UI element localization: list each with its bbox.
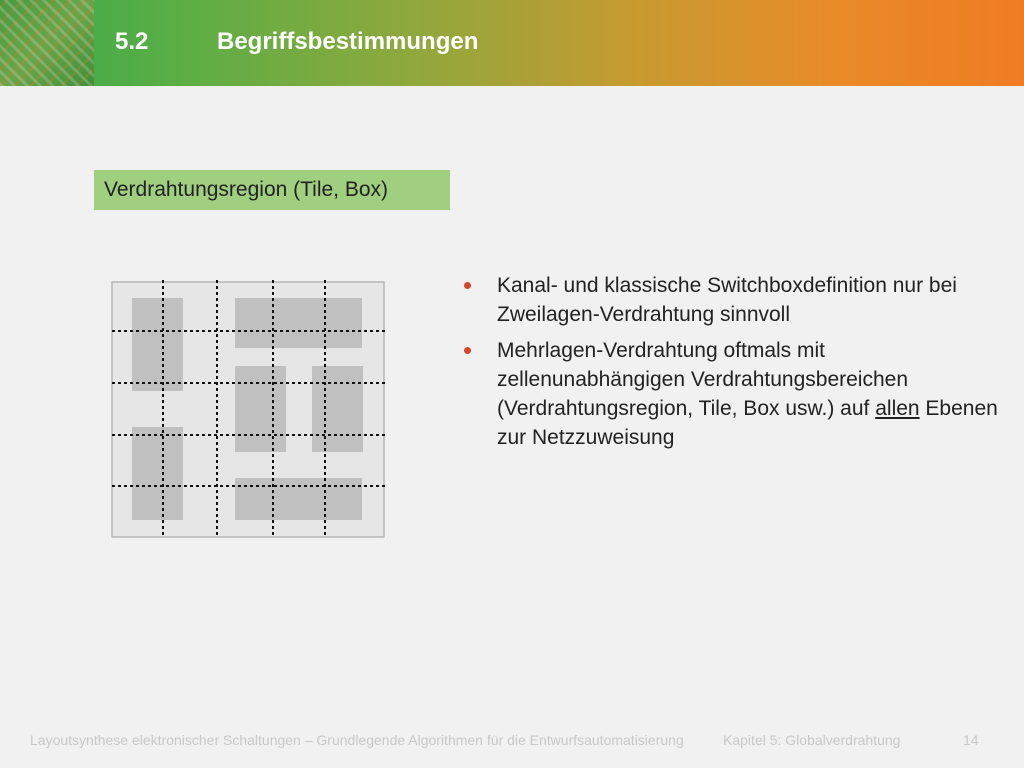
- bullet-dot-icon: [464, 282, 471, 289]
- slide-header: [0, 0, 1024, 86]
- cell-block: [312, 366, 363, 452]
- cell-block: [132, 427, 183, 520]
- footer-page-number: 14: [963, 732, 979, 748]
- bullet-text-underlined: allen: [875, 397, 920, 420]
- bullet-dot-icon: [464, 347, 471, 354]
- term-label-box: Verdrahtungsregion (Tile, Box): [94, 170, 450, 210]
- bullet-text: Kanal- und klassische Switchboxdefinition nur bei Zweilagen-Verdrahtung sinnvoll: [497, 274, 957, 326]
- cell-block: [235, 366, 286, 452]
- cell-block: [235, 298, 362, 348]
- bullet-item: [458, 336, 998, 452]
- bullet-item: [458, 271, 998, 329]
- cell-block: [235, 478, 362, 520]
- tile-grid-diagram: [110, 280, 388, 542]
- footer-chapter: Kapitel 5: Globalverdrahtung: [723, 732, 901, 748]
- bullet-list: [458, 271, 998, 459]
- bullet-text-after: Ebenen zur Netzzuweisung: [497, 397, 998, 449]
- section-number: 5.2: [115, 28, 149, 55]
- footer-course-title: Layoutsynthese elektronischer Schaltungen – Grundlegende Algorithmen für die Entwurfsautomatisierung: [30, 732, 684, 748]
- slide-title: Begriffsbestimmungen: [217, 28, 479, 55]
- circuit-board-logo: [0, 0, 94, 86]
- bullet-text-before: Mehrlagen-Verdrahtung oftmals mit zellenunabhängigen Verdrahtungsbereichen (Verdrahtungsregion, Tile, Box usw.) auf: [497, 339, 908, 420]
- cell-block: [132, 298, 183, 391]
